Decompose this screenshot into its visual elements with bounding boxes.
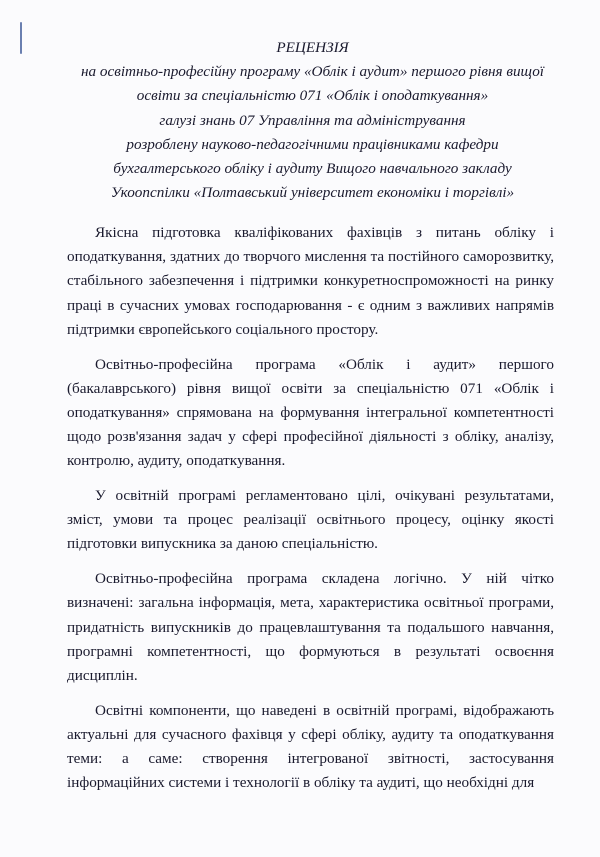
header-line: розроблену науково-педагогічними працівниками кафедри: [126, 135, 499, 153]
body-paragraph: Освітньо-професійна програма «Облік і аудит» першого (бакалаврського) рівня вищої освіти за спеціальністю 071 «Облік і оподаткування» спрямована на формування інтегральної компетентності щодо розв'язання задач у сфері професійної діяльності з обліку, аналізу, контролю, аудиту, оподаткування.: [67, 355, 554, 470]
header-line: галузі знань 07 Управління та адміністрування: [159, 111, 466, 129]
document-header: [40, 36, 585, 205]
body-paragraph: Освітньо-професійна програма складена логічно. У ній чітко визначені: загальна інформація, мета, характеристика освітньої програми, придатність випускників до працевлаштування та подальшого навчання, програмні компетентності, що формуються в результаті освоєння дисциплін.: [67, 570, 554, 684]
body-paragraph: Освітні компоненти, що наведені в освітній програмі, відображають актуальні для сучасного фахівця у сфері обліку, аудиту та оподаткування теми: а саме: створення інтегрованої звітності, застосування інформаційних системи і технології в обліку та аудиті, що необхідні для: [67, 701, 554, 792]
document-title: РЕЦЕНЗІЯ: [276, 39, 349, 56]
header-line: освіти за спеціальністю 071 «Облік і оподаткування»: [136, 87, 489, 105]
body-paragraph: Якісна підготовка кваліфікованих фахівців з питань обліку і оподаткування, здатних до творчого мислення та постійного саморозвитку, стабільного забезпечення і підтримки конкуретноспроможності на ринку праці в сучасних умовах господарювання - є одним з важливих напрямів підтримки європейського соціального простору.: [67, 224, 554, 338]
header-line: Укоопспілки «Полтавський університет економіки і торгівлі»: [110, 184, 515, 202]
document-body: [67, 221, 554, 795]
margin-pen-mark: [20, 22, 22, 54]
body-paragraph: У освітній програмі регламентовано цілі, очікувані результатами, зміст, умови та процес реалізації освітнього процесу, оцінку якості підготовки випускника за даною спеціальністю.: [67, 487, 554, 553]
header-line: бухгалтерського обліку і аудиту Вищого навчального закладу: [113, 160, 512, 178]
header-line: на освітньо-професійну програму «Облік і аудит» першого рівня вищої: [80, 63, 545, 81]
